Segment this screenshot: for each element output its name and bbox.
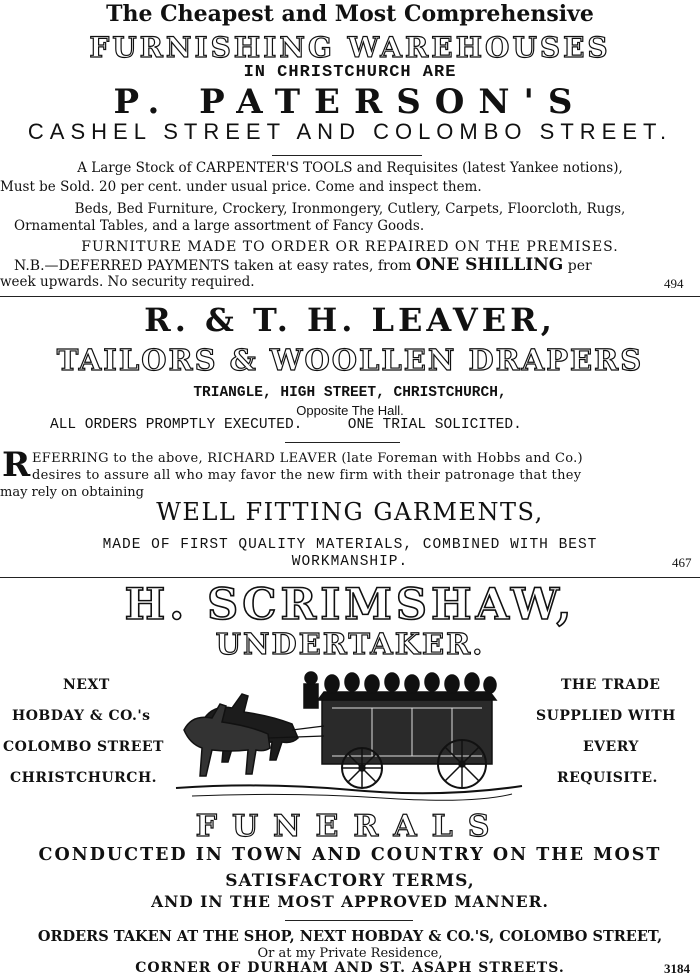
scrimshaw-conducted: CONDUCTED IN TOWN AND COUNTRY ON THE MOST xyxy=(38,845,662,865)
scrimshaw-ad-number: 3184 xyxy=(664,961,690,976)
leaver-orders: ALL ORDERS PROMPTLY EXECUTED. xyxy=(50,417,303,433)
scrimshaw-left-line2: HOBDAY & CO.'s xyxy=(12,708,151,724)
section-rule-1 xyxy=(0,296,700,297)
paterson-headline: The Cheapest and Most Comprehensive xyxy=(106,1,594,27)
paterson-nb-suffix: per xyxy=(567,258,592,274)
scrimshaw-right-line4: REQUISITE. xyxy=(557,770,658,786)
leaver-materials-line2: WORKMANSHIP. xyxy=(291,554,409,570)
leaver-trial: ONE TRIAL SOLICITED. xyxy=(347,417,522,433)
scrimshaw-name: H. SCRIMSHAW, xyxy=(124,580,576,630)
paterson-streets: CASHEL STREET AND COLOMBO STREET. xyxy=(27,119,673,144)
leaver-orders-line xyxy=(0,418,700,433)
paterson-name: P. PATERSON'S xyxy=(113,82,587,122)
leaver-trade: TAILORS & WOOLLEN DRAPERS xyxy=(56,343,644,377)
leaver-para-line2: desires to assure all who may favor the new firm with their patronage that they xyxy=(32,468,582,483)
paterson-in-christchurch: IN CHRISTCHURCH ARE xyxy=(243,63,457,82)
scrimshaw-right-line2: SUPPLIED WITH xyxy=(536,708,676,724)
paterson-nb-prefix: N.B.—DEFERRED PAYMENTS taken at easy rates, from xyxy=(14,258,412,274)
hearse-roof xyxy=(318,692,496,700)
section-rule-2 xyxy=(0,577,700,578)
leaver-para-line1: EFERRING to the above, RICHARD LEAVER (late Foreman with Hobbs and Co.) xyxy=(32,451,583,466)
horses xyxy=(184,694,298,776)
leaver-drop-cap: R xyxy=(2,445,31,485)
driver-figure xyxy=(304,684,318,708)
scrimshaw-residence: Or at my Private Residence, xyxy=(257,946,443,961)
paterson-body-line1: A Large Stock of CARPENTER'S TOOLS and Requisites (latest Yankee notions), xyxy=(77,160,623,176)
scrimshaw-manner: AND IN THE MOST APPROVED MANNER. xyxy=(151,892,549,911)
scrimshaw-left-line4: CHRISTCHURCH. xyxy=(10,770,158,786)
scrimshaw-left-line1: NEXT xyxy=(63,677,110,693)
leaver-garments: WELL FITTING GARMENTS, xyxy=(156,498,544,526)
paterson-nb-line2: week upwards. No security required. xyxy=(0,274,255,290)
paterson-body-line3: Beds, Bed Furniture, Crockery, Ironmongery, Cutlery, Carpets, Floorcloth, Rugs, xyxy=(74,201,626,217)
paterson-body-line4: Ornamental Tables, and a large assortment of Fancy Goods. xyxy=(14,218,425,234)
leaver-opposite: Opposite The Hall. xyxy=(296,403,404,418)
leaver-divider xyxy=(285,442,400,443)
paterson-divider xyxy=(272,155,422,156)
paterson-furniture-line: FURNITURE MADE TO ORDER OR REPAIRED ON THE PREMISES. xyxy=(81,239,619,255)
paterson-nb-shilling: ONE SHILLING xyxy=(415,255,564,275)
ground-line-2 xyxy=(192,794,512,800)
scrimshaw-funerals: FUNERALS xyxy=(195,809,505,844)
hearse-plumes xyxy=(325,673,496,693)
leaver-name: R. & T. H. LEAVER, xyxy=(144,301,556,339)
paterson-warehouses-title: FURNISHING WAREHOUSES xyxy=(89,31,611,64)
scrimshaw-corner: CORNER OF DURHAM AND ST. ASAPH STREETS. xyxy=(135,960,565,976)
scrimshaw-divider xyxy=(285,920,413,921)
leaver-address: TRIANGLE, HIGH STREET, CHRISTCHURCH, xyxy=(193,385,507,401)
scrimshaw-orders-taken: ORDERS TAKEN AT THE SHOP, NEXT HOBDAY & CO.'S, COLOMBO STREET, xyxy=(37,928,663,945)
scrimshaw-left-line3: COLOMBO STREET xyxy=(3,739,164,755)
paterson-nb-line xyxy=(0,257,700,274)
scrimshaw-terms: SATISFACTORY TERMS, xyxy=(225,871,475,891)
scrimshaw-right-line1: THE TRADE xyxy=(561,677,661,693)
leaver-materials-line1: MADE OF FIRST QUALITY MATERIALS, COMBINED WITH BEST xyxy=(102,537,598,553)
leaver-ad-number: 467 xyxy=(672,555,692,570)
hearse-illustration xyxy=(172,664,527,804)
scrimshaw-right-line3: EVERY xyxy=(583,739,639,755)
leaver-para-line3: may rely on obtaining xyxy=(0,485,144,500)
scrimshaw-trade: UNDERTAKER. xyxy=(215,627,485,661)
paterson-body-line2: Must be Sold. 20 per cent. under usual price. Come and inspect them. xyxy=(0,179,482,195)
paterson-ad-number: 494 xyxy=(664,276,684,291)
